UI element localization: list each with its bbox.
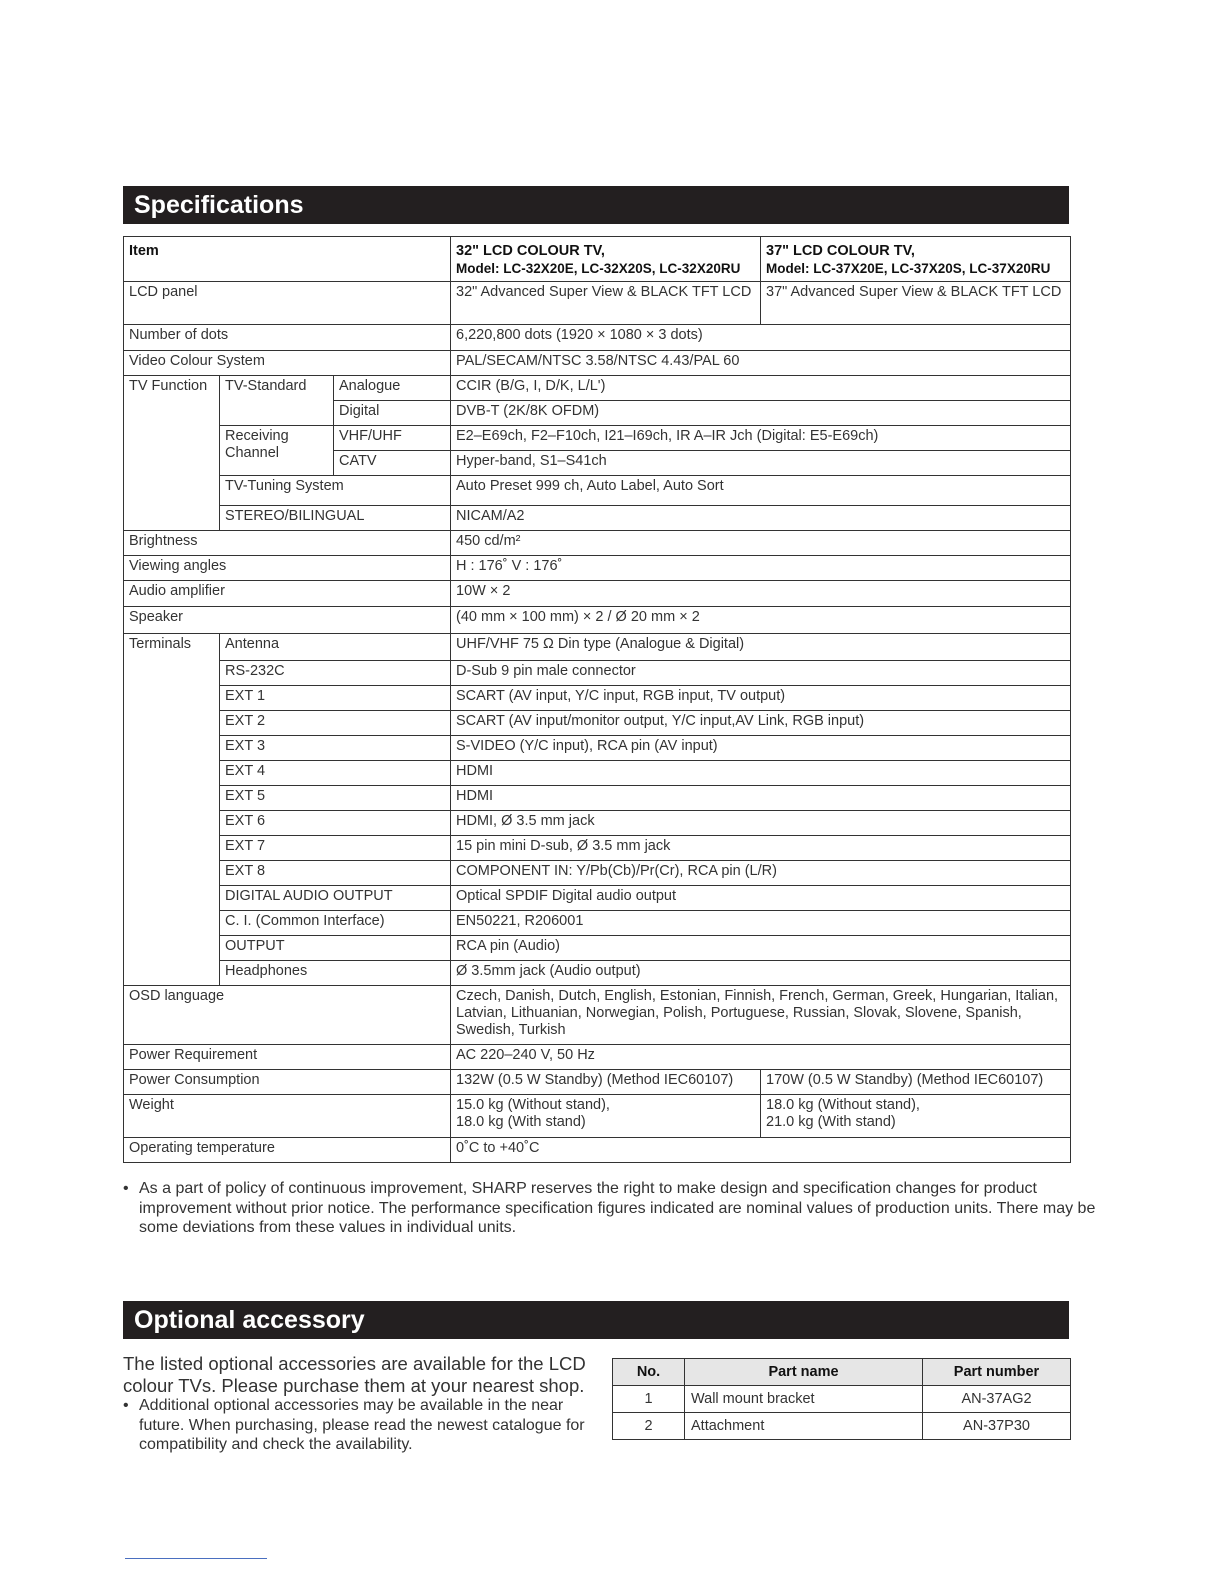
table-row — [124, 282, 1071, 325]
terminal-value: HDMI, Ø 3.5 mm jack — [451, 811, 1071, 836]
vhf-uhf-label: VHF/UHF — [334, 426, 451, 451]
digital-value: DVB-T (2K/8K OFDM) — [451, 401, 1071, 426]
terminal-value: EN50221, R206001 — [451, 911, 1071, 936]
table-row — [124, 1138, 1071, 1163]
row-value: PAL/SECAM/NTSC 3.58/NTSC 4.43/PAL 60 — [451, 351, 1071, 376]
col-name-header: Part name — [685, 1359, 923, 1386]
table-row — [124, 581, 1071, 607]
tuning-value: Auto Preset 999 ch, Auto Label, Auto Sort — [451, 476, 1071, 506]
row-label: LCD panel — [124, 282, 451, 325]
terminal-name: C. I. (Common Interface) — [220, 911, 451, 936]
catv-label: CATV — [334, 451, 451, 476]
terminal-name: EXT 7 — [220, 836, 451, 861]
row-value: H : 176˚ V : 176˚ — [451, 556, 1071, 581]
tuning-label: TV-Tuning System — [220, 476, 451, 506]
tv-standard-label: TV-Standard — [220, 376, 334, 426]
specifications-heading: Specifications — [123, 186, 1069, 224]
accessory-bullet: • Additional optional accessories may be available in the near future. When purchasing, please read the newest catalogue for compatibility and check the availability. — [123, 1397, 585, 1453]
accessory-heading: Optional accessory — [123, 1301, 1069, 1339]
row-label: Video Colour System — [124, 351, 451, 376]
terminal-row — [124, 961, 1071, 986]
terminal-name: DIGITAL AUDIO OUTPUT — [220, 886, 451, 911]
row-label: Audio amplifier — [124, 581, 451, 607]
table-row — [124, 531, 1071, 556]
terminal-name: Headphones — [220, 961, 451, 986]
terminal-row — [124, 811, 1071, 836]
row-value: Czech, Danish, Dutch, English, Estonian, Finnish, French, German, Greek, Hungarian, Italian, Latvian, Lithuanian, Norwegian, Polish, Portuguese, Russian, Slovak, Slovene, Spanish, Swedish, Turkish — [451, 986, 1071, 1045]
table-row: 2 Attachment AN-37P30 — [613, 1413, 1071, 1440]
row-value: 450 cd/m² — [451, 531, 1071, 556]
col32-header: 32" LCD COLOUR TV, Model: LC-32X20E, LC-32X20S, LC-32X20RU — [451, 237, 761, 282]
item-header: Item — [124, 237, 451, 282]
row-label: Number of dots — [124, 325, 451, 351]
row-label: Weight — [124, 1095, 451, 1138]
terminal-row — [124, 661, 1071, 686]
terminal-row — [124, 634, 1071, 661]
vhf-uhf-value: E2–E69ch, F2–F10ch, I21–I69ch, IR A–IR Jch (Digital: E5-E69ch) — [451, 426, 1071, 451]
terminals-label: Terminals — [124, 634, 220, 986]
terminal-name: EXT 3 — [220, 736, 451, 761]
stereo-label: STEREO/BILINGUAL — [220, 506, 451, 531]
terminal-value: HDMI — [451, 761, 1071, 786]
digital-label: Digital — [334, 401, 451, 426]
row-label: Viewing angles — [124, 556, 451, 581]
terminal-row — [124, 686, 1071, 711]
terminal-value: COMPONENT IN: Y/Pb(Cb)/Pr(Cr), RCA pin (L/R) — [451, 861, 1071, 886]
terminal-row — [124, 911, 1071, 936]
terminal-row — [124, 736, 1071, 761]
col37-header: 37" LCD COLOUR TV, Model: LC-37X20E, LC-37X20S, LC-37X20RU — [761, 237, 1071, 282]
table-row — [124, 607, 1071, 634]
terminal-name: EXT 6 — [220, 811, 451, 836]
terminal-value: D-Sub 9 pin male connector — [451, 661, 1071, 686]
table-row — [124, 351, 1071, 376]
table-row — [124, 376, 1071, 401]
table-row — [124, 556, 1071, 581]
table-row — [124, 426, 1071, 451]
row-label: Speaker — [124, 607, 451, 634]
footer-rule — [125, 1558, 267, 1559]
table-row: 1 Wall mount bracket AN-37AG2 — [613, 1386, 1071, 1413]
terminal-row — [124, 861, 1071, 886]
terminal-name: Antenna — [220, 634, 451, 661]
terminal-value: UHF/VHF 75 Ω Din type (Analogue & Digital) — [451, 634, 1071, 661]
table-row — [124, 506, 1071, 531]
row-label: OSD language — [124, 986, 451, 1045]
terminal-name: EXT 4 — [220, 761, 451, 786]
row-value: 6,220,800 dots (1920 × 1080 × 3 dots) — [451, 325, 1071, 351]
stereo-value: NICAM/A2 — [451, 506, 1071, 531]
terminal-value: Optical SPDIF Digital audio output — [451, 886, 1071, 911]
table-row — [124, 1045, 1071, 1070]
value-32: 15.0 kg (Without stand), 18.0 kg (With stand) — [451, 1095, 761, 1138]
row-value: AC 220–240 V, 50 Hz — [451, 1045, 1071, 1070]
table-header-row — [124, 237, 1071, 282]
table-row — [124, 1070, 1071, 1095]
terminal-row — [124, 711, 1071, 736]
terminal-name: EXT 5 — [220, 786, 451, 811]
terminal-value: HDMI — [451, 786, 1071, 811]
analogue-label: Analogue — [334, 376, 451, 401]
receiving-channel-label: Receiving Channel — [220, 426, 334, 476]
terminal-row — [124, 886, 1071, 911]
table-row — [124, 986, 1071, 1045]
terminal-row — [124, 936, 1071, 961]
terminal-name: RS-232C — [220, 661, 451, 686]
terminal-name: EXT 8 — [220, 861, 451, 886]
terminal-row — [124, 761, 1071, 786]
row-label: Power Consumption — [124, 1070, 451, 1095]
terminal-value: SCART (AV input, Y/C input, RGB input, TV output) — [451, 686, 1071, 711]
specifications-table — [123, 236, 1071, 1163]
tv-function-label: TV Function — [124, 376, 220, 531]
value-32: 132W (0.5 W Standby) (Method IEC60107) — [451, 1070, 761, 1095]
accessory-table — [612, 1358, 1071, 1440]
col-number-header: Part number — [923, 1359, 1071, 1386]
table-row — [124, 476, 1071, 506]
terminal-name: EXT 2 — [220, 711, 451, 736]
table-row — [124, 325, 1071, 351]
value-37: 170W (0.5 W Standby) (Method IEC60107) — [761, 1070, 1071, 1095]
row-label: Operating temperature — [124, 1138, 451, 1163]
analogue-value: CCIR (B/G, I, D/K, L/L') — [451, 376, 1071, 401]
row-value: 10W × 2 — [451, 581, 1071, 607]
specifications-note: • As a part of policy of continuous improvement, SHARP reserves the right to make design and specification changes for product improvement without prior notice. The performance specification figures indicated are nominal values of production units. There may be some deviations from these values in individual units. — [123, 1180, 1096, 1236]
col-no-header: No. — [613, 1359, 685, 1386]
row-label: Power Requirement — [124, 1045, 451, 1070]
table-row — [124, 1095, 1071, 1138]
row-label: Brightness — [124, 531, 451, 556]
terminal-name: EXT 1 — [220, 686, 451, 711]
value-37: 18.0 kg (Without stand), 21.0 kg (With stand) — [761, 1095, 1071, 1138]
terminal-value: RCA pin (Audio) — [451, 936, 1071, 961]
value-37: 37" Advanced Super View & BLACK TFT LCD — [761, 282, 1071, 325]
terminal-value: SCART (AV input/monitor output, Y/C input,AV Link, RGB input) — [451, 711, 1071, 736]
terminal-row — [124, 786, 1071, 811]
row-value: 0˚C to +40˚C — [451, 1138, 1071, 1163]
value-32: 32" Advanced Super View & BLACK TFT LCD — [451, 282, 761, 325]
terminal-value: 15 pin mini D-sub, Ø 3.5 mm jack — [451, 836, 1071, 861]
terminal-row — [124, 836, 1071, 861]
terminal-value: S-VIDEO (Y/C input), RCA pin (AV input) — [451, 736, 1071, 761]
terminal-name: OUTPUT — [220, 936, 451, 961]
row-value: (40 mm × 100 mm) × 2 / Ø 20 mm × 2 — [451, 607, 1071, 634]
accessory-intro — [123, 1353, 605, 1455]
terminal-value: Ø 3.5mm jack (Audio output) — [451, 961, 1071, 986]
accessory-intro-text: The listed optional accessories are available for the LCD colour TVs. Please purchase them at your nearest shop. — [123, 1353, 586, 1396]
catv-value: Hyper-band, S1–S41ch — [451, 451, 1071, 476]
